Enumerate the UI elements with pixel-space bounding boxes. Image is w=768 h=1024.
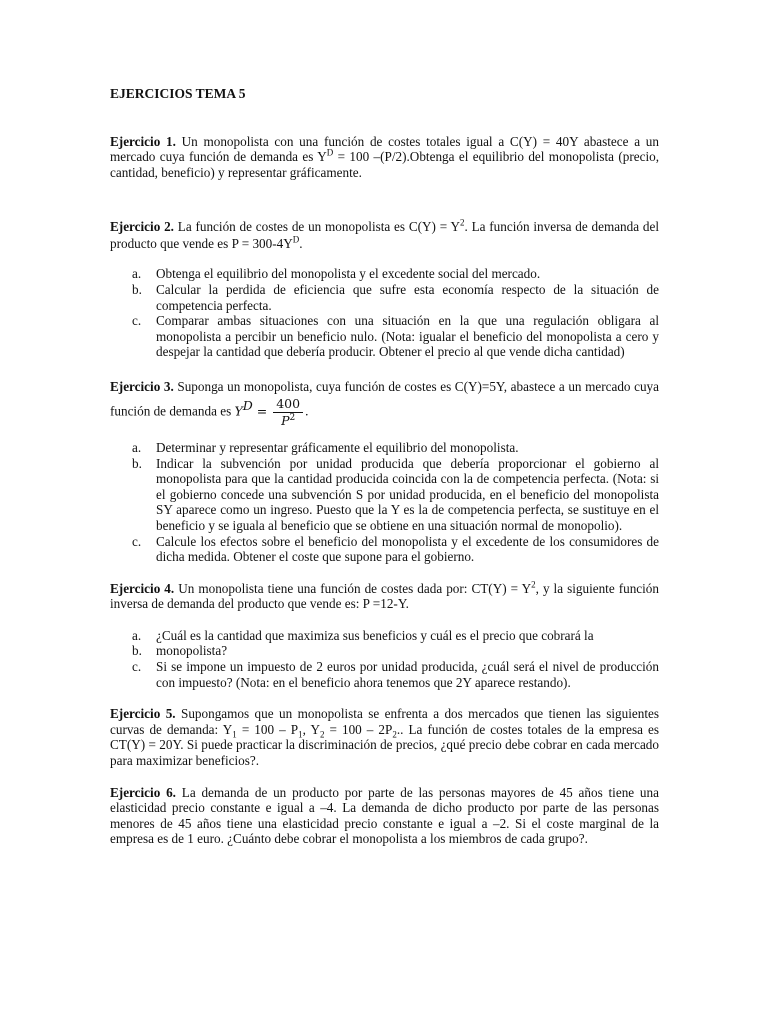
- exercise-1-text-2: = 100 –(P/2).Obtenga el equilibrio del monopolista (precio, cantidad, beneficio) y representar gráficamente.: [110, 149, 660, 180]
- exercise-3-text: Suponga un monopolista, cuya función de costes es C(Y)=5Y, abastece a un mercado cuya función de demanda es: [110, 378, 660, 419]
- list-item: [110, 534, 659, 565]
- list-item: [110, 456, 659, 534]
- exercise-2-heading: Ejercicio 2.: [110, 219, 174, 235]
- list-item-text: Si se impone un impuesto de 2 euros por unidad producida, ¿cuál será el nivel de producción con impuesto? (Nota: en el beneficio ahora tenemos que 2Y aparece restando).: [156, 659, 659, 690]
- list-item-label: c.: [132, 533, 142, 549]
- exercise-2-text-2: . La función inversa de demanda del producto que vende es P = 300-4Y: [110, 219, 659, 252]
- demand-symbol: Y: [234, 403, 243, 419]
- list-item-label: a.: [132, 266, 142, 282]
- list-item-text: Obtenga el equilibrio del monopolista y el excedente social del mercado.: [156, 266, 541, 282]
- list-item-label: b.: [132, 281, 142, 297]
- exercise-2: [110, 218, 659, 252]
- exercise-6-text: La demanda de un producto por parte de las personas mayores de 45 años tiene una elasticidad precio constante e igual a –4. La demanda de dicho producto por parte de las personas menores de 45 años tiene una elasticidad precio constante e igual a –2. Si el coste marginal de la empresa es de 1 euro. ¿Cuánto debe cobrar el monopolista a los miembros de cada grupo?.: [110, 784, 659, 847]
- exercise-5-text-2: = 100 – P: [236, 721, 299, 737]
- list-item: [110, 628, 659, 644]
- exercise-4-text-2: , y la siguiente función inversa de demanda del producto que vende es: P =12-Y.: [110, 580, 659, 612]
- exercise-6-heading: Ejercicio 6.: [110, 784, 176, 800]
- fraction-numerator: 400: [273, 397, 303, 413]
- list-item-text: Determinar y representar gráficamente el equilibrio del monopolista.: [156, 439, 519, 455]
- exercise-5-sub: 1: [232, 729, 237, 740]
- exercise-1-heading: Ejercicio 1.: [110, 133, 176, 149]
- exercise-4: [110, 581, 659, 612]
- equals-sign: =: [252, 403, 272, 419]
- fraction-denominator-base: P: [281, 412, 290, 428]
- exercise-3-text-2: .: [305, 403, 309, 419]
- list-item: [110, 659, 659, 690]
- exercise-1-text: Un monopolista con una función de costes totales igual a C(Y) = 40Y abastece a un mercado cuya función de demanda es Y: [110, 133, 659, 165]
- exercise-2-sup-2: D: [292, 234, 300, 245]
- list-item-text: monopolista?: [156, 643, 228, 659]
- list-item: [110, 440, 659, 456]
- document-title: EJERCICIOS TEMA 5: [110, 86, 246, 101]
- exercise-2-text-3: .: [299, 236, 303, 252]
- exercise-3-heading: Ejercicio 3.: [110, 378, 174, 394]
- exercise-4-text: Un monopolista tiene una función de costes dada por: CT(Y) = Y: [174, 580, 532, 596]
- exercise-6: [110, 785, 659, 847]
- exercise-4-list: [110, 628, 659, 690]
- list-item: [110, 643, 659, 659]
- fraction-denominator-exp: 2: [289, 412, 296, 423]
- list-item: [110, 313, 659, 360]
- demand-superscript: D: [242, 398, 253, 414]
- exercise-5-sub-3: 2: [319, 729, 325, 740]
- list-item-label: b.: [132, 643, 142, 659]
- exercise-5-text-4: = 100 – 2P: [324, 721, 393, 737]
- exercise-3: [110, 376, 659, 428]
- list-item: [110, 282, 659, 313]
- exercise-4-heading: Ejercicio 4.: [110, 580, 175, 596]
- list-item-text: Calcular la perdida de eficiencia que sufre esta economía respecto de la situación de competencia perfecta.: [156, 281, 659, 313]
- exercise-5-text-5: .. La función de costes totales de la empresa es CT(Y) = 20Y. Si puede practicar la discriminación de precios, ¿qué precio debe cobrar en cada mercado para maximizar beneficios?.: [110, 721, 659, 769]
- exercise-4-sup: 2: [531, 579, 536, 590]
- exercise-3-list: [110, 440, 659, 565]
- list-item-text: Indicar la subvención por unidad producida que debería proporcionar el gobierno al monopolista para que la cantidad producida coincida con la de competencia perfecta. (Nota: si el gobierno concede una subvención S por unidad producida, en el beneficio del monopolista SY aparece como un ingreso. Puesto que la Y es la de competencia perfecta, se sustituye en el beneficio y se iguala al beneficio que se obtiene en una situación normal de monopolio).: [156, 455, 659, 533]
- exercise-1: [110, 134, 659, 181]
- fraction-denominator: [273, 413, 303, 428]
- list-item-text: Calcule los efectos sobre el beneficio del monopolista y el excedente de los consumidores de dicha medida. Obtener el coste que supone para el gobierno.: [156, 533, 659, 565]
- list-item-text: ¿Cuál es la cantidad que maximiza sus beneficios y cuál es el precio que cobrará la: [156, 627, 594, 643]
- exercise-5-sub-4: 2: [392, 729, 397, 740]
- exercise-5-text-3: , Y: [302, 721, 320, 737]
- list-item-label: b.: [132, 455, 142, 471]
- exercise-5-heading: Ejercicio 5.: [110, 706, 176, 722]
- list-item: [110, 266, 659, 282]
- list-item-text: Comparar ambas situaciones con una situación en la que una regulación obligara al monopolista a percibir un beneficio nulo. (Nota: igualar el beneficio del monopolista a cero y despejar la cantidad que debería producir. Obtener el precio al que vende dicha cantidad): [156, 313, 659, 360]
- exercise-5-sub-2: 1: [298, 729, 303, 740]
- exercise-2-sup: 2: [460, 217, 465, 228]
- exercise-5-text: Supongamos que un monopolista se enfrenta a dos mercados que tienen las siguientes curvas de demanda: Y: [110, 706, 659, 737]
- list-item-label: a.: [132, 627, 142, 643]
- document-content: [110, 86, 659, 847]
- exercise-1-sup: D: [326, 147, 334, 158]
- list-item-label: a.: [132, 439, 142, 455]
- exercise-2-text: La función de costes de un monopolista es C(Y) = Y: [173, 219, 460, 235]
- exercise-5: [110, 706, 659, 768]
- list-item-label: c.: [132, 659, 142, 675]
- exercise-2-list: [110, 266, 659, 360]
- list-item-label: c.: [132, 313, 142, 329]
- demand-fraction: [273, 397, 303, 428]
